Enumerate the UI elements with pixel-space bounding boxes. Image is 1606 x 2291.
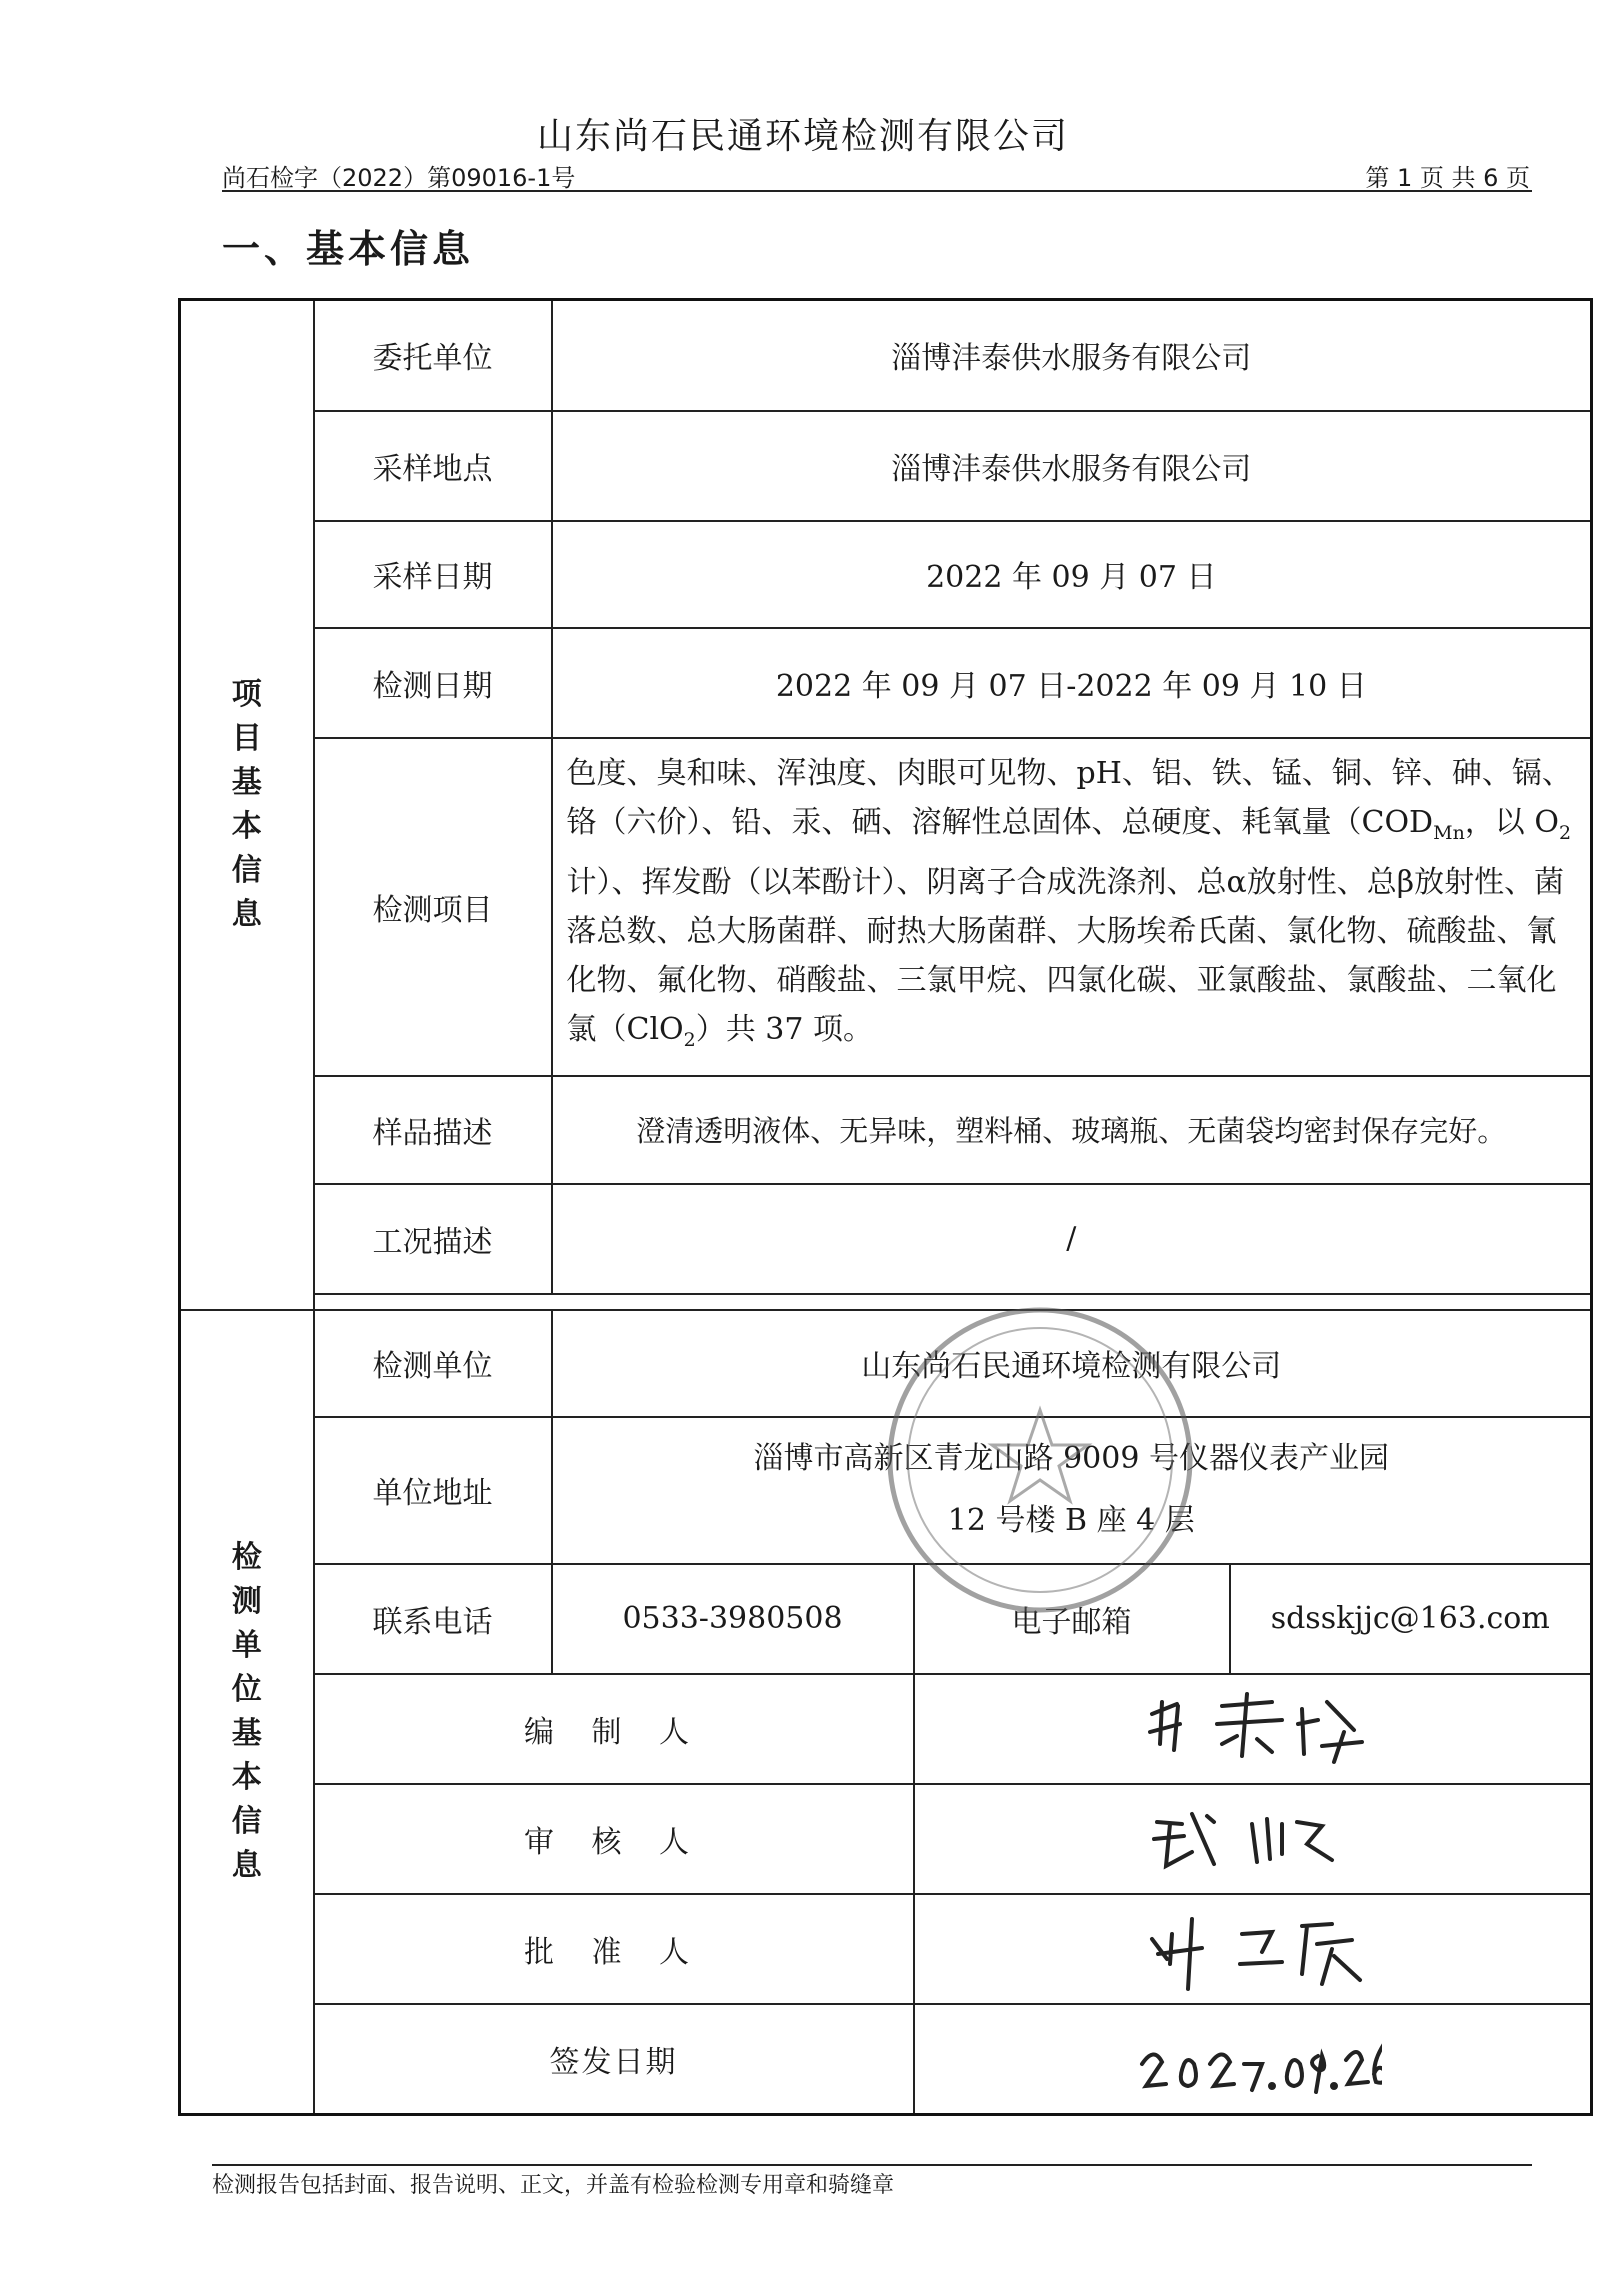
row-sample-desc xyxy=(180,1076,1592,1184)
row-test-date xyxy=(180,628,1592,738)
label-preparer: 编 制 人 xyxy=(314,1674,914,1784)
issue-date-handwritten xyxy=(914,2004,1592,2115)
label-client: 委托单位 xyxy=(314,300,552,411)
group-project-info xyxy=(180,300,314,1310)
basic-info-table xyxy=(178,298,1593,2116)
handwritten-signature-icon xyxy=(1122,1684,1382,1774)
label-issue-date: 签发日期 xyxy=(314,2004,914,2115)
report-number: 尚石检字（2022）第09016-1号 xyxy=(222,164,576,192)
footer-note: 检测报告包括封面、报告说明、正文，并盖有检验检测专用章和骑缝章 xyxy=(212,2173,895,2198)
label-phone: 联系电话 xyxy=(314,1564,552,1674)
value-condition: / xyxy=(552,1184,1592,1294)
value-client: 淄博沣泰供水服务有限公司 xyxy=(552,300,1592,411)
label-reviewer: 审 核 人 xyxy=(314,1784,914,1894)
row-phone xyxy=(180,1564,1592,1674)
group-project-info-label: 项目基本信息 xyxy=(231,676,262,932)
row-reviewer xyxy=(180,1784,1592,1894)
value-phone: 0533-3980508 xyxy=(552,1564,914,1674)
address-line1: 淄博市高新区青龙山路 9009 号仪器仪表产业园 xyxy=(753,1441,1389,1476)
label-sample-date: 采样日期 xyxy=(314,521,552,628)
company-header: 山东尚石民通环境检测有限公司 xyxy=(536,116,1069,157)
label-lab: 检测单位 xyxy=(314,1310,552,1417)
section-title: 一、基本信息 xyxy=(222,227,475,271)
label-email: 电子邮箱 xyxy=(914,1564,1230,1674)
value-email: sdsskjjc@163.com xyxy=(1230,1564,1592,1674)
row-group-split xyxy=(180,1294,1592,1310)
row-lab xyxy=(180,1310,1592,1417)
row-condition xyxy=(180,1184,1592,1294)
label-approver: 批 准 人 xyxy=(314,1894,914,2004)
label-test-date: 检测日期 xyxy=(314,628,552,738)
row-client xyxy=(180,300,1592,411)
signature-reviewer xyxy=(914,1784,1592,1894)
row-address xyxy=(180,1417,1592,1564)
group-lab-info xyxy=(180,1310,314,2115)
label-address: 单位地址 xyxy=(314,1417,552,1564)
row-test-items xyxy=(180,738,1592,1076)
row-issue-date xyxy=(180,2004,1592,2115)
value-sample-desc: 澄清透明液体、无异味，塑料桶、玻璃瓶、无菌袋均密封保存完好。 xyxy=(552,1076,1592,1184)
value-test-date: 2022 年 09 月 07 日-2022 年 09 月 10 日 xyxy=(552,628,1592,738)
value-address xyxy=(552,1417,1592,1564)
row-approver xyxy=(180,1894,1592,2004)
handwritten-signature-icon xyxy=(1122,1794,1382,1884)
label-sample-desc: 样品描述 xyxy=(314,1076,552,1184)
value-test-items: 色度、臭和味、浑浊度、肉眼可见物、pH、铝、铁、锰、铜、锌、砷、镉、铬（六价）、铅、汞、硒、溶解性总固体、总硬度、耗氧量（$COD_{Mn}$，以 $O_2$计）、挥发酚（以苯酚计）、阴离子合成洗涤剂、总α放射性、总β放射性、菌落总数、总大肠菌群、耐热大肠菌群、大肠埃希氏菌、氯化物、硫酸盐、氰化物、氟化物、硝酸盐、三氯甲烷、四氯化碳、亚氯酸盐、氯酸盐、二氧化氯（ClO$_2$）共 37 项。 xyxy=(552,738,1592,1076)
header-divider xyxy=(222,190,1532,192)
handwritten-date-icon xyxy=(1122,2014,1382,2104)
row-preparer xyxy=(180,1674,1592,1784)
group-lab-info-label: 检测单位基本信息 xyxy=(231,1539,262,1883)
label-test-items: 检测项目 xyxy=(314,738,552,1076)
row-site xyxy=(180,411,1592,521)
label-site: 采样地点 xyxy=(314,411,552,521)
row-sample-date xyxy=(180,521,1592,628)
address-line2: 12 号楼 B 座 4 层 xyxy=(947,1503,1195,1538)
signature-preparer xyxy=(914,1674,1592,1784)
signature-approver xyxy=(914,1894,1592,2004)
value-lab: 山东尚石民通环境检测有限公司 xyxy=(552,1310,1592,1417)
label-condition: 工况描述 xyxy=(314,1184,552,1294)
handwritten-signature-icon xyxy=(1122,1904,1382,1994)
footer-divider xyxy=(212,2164,1532,2166)
value-sample-date: 2022 年 09 月 07 日 xyxy=(552,521,1592,628)
page-indicator: 第 1 页 共 6 页 xyxy=(1365,164,1530,192)
value-site: 淄博沣泰供水服务有限公司 xyxy=(552,411,1592,521)
